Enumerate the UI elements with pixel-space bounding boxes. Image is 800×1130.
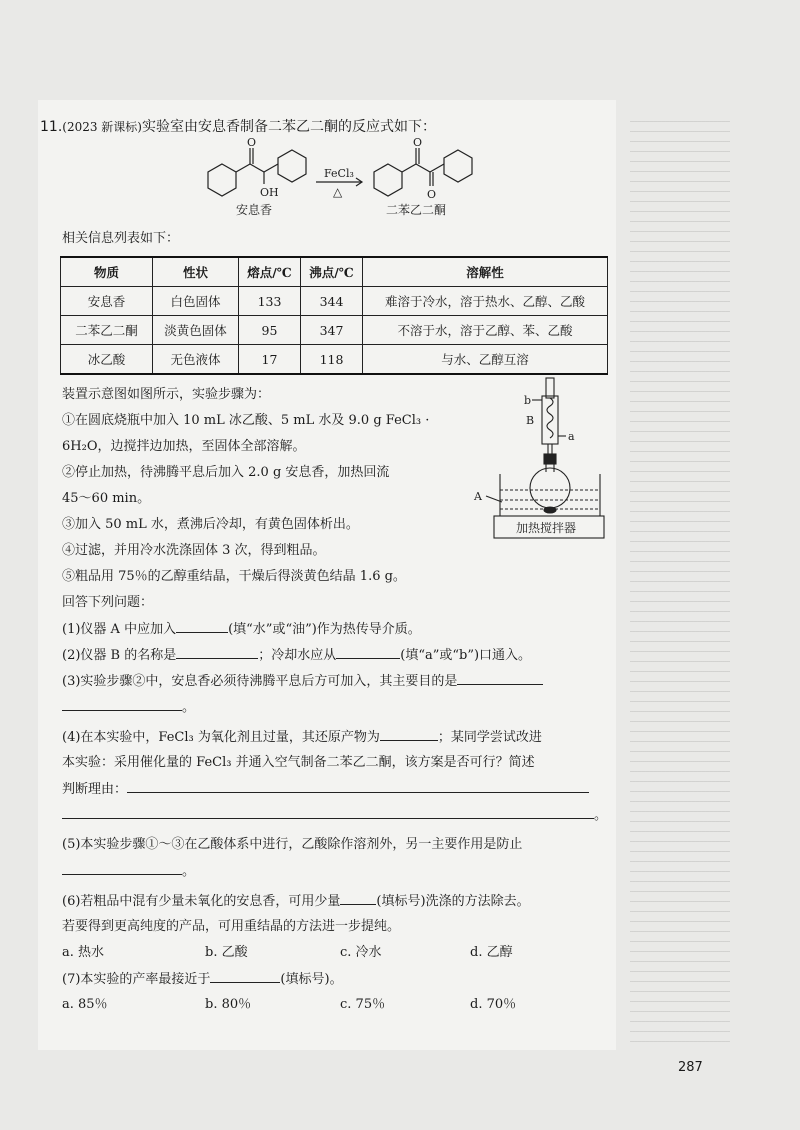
sub-question-5-cont — [62, 862, 195, 881]
q6-option-b: b. 乙酸 — [205, 945, 248, 960]
question-source: (2023 新课标) — [62, 120, 142, 134]
question-header — [40, 118, 436, 136]
question-number: 11. — [40, 119, 63, 135]
cell-boiling-point: 344 — [301, 287, 363, 316]
q6-option-c: c. 冷水 — [340, 945, 382, 960]
answer-blank-q1[interactable] — [176, 620, 228, 633]
answer-blank-q2-inlet[interactable] — [336, 646, 400, 659]
step-2-line1: ②停止加热，待沸腾平息后加入 2.0 g 安息香，加热回流 — [62, 465, 390, 480]
reagent-label: FeCl₃ — [324, 167, 354, 180]
condenser-top — [546, 378, 554, 398]
sub-question-4-reason-cont — [62, 806, 607, 825]
sub-question-3-cont — [62, 698, 195, 717]
q6-option-a: a. 热水 — [62, 945, 105, 960]
stir-bar — [544, 507, 556, 513]
q4-reason-label: 判断理由： — [62, 782, 128, 797]
condenser-B — [542, 396, 558, 444]
header-solubility: 溶解性 — [363, 257, 608, 287]
q5-period: 。 — [182, 864, 196, 879]
q3-period: 。 — [182, 700, 196, 715]
q6-line2: 若要得到更高纯度的产品，可用重结晶的方法进一步提纯。 — [62, 919, 401, 934]
cell-melting-point: 17 — [239, 345, 301, 375]
q4-text-mid: ；某同学尝试改进 — [437, 730, 542, 745]
cell-melting-point: 95 — [239, 316, 301, 345]
label-A: A — [474, 490, 482, 503]
cell-substance: 二苯乙二酮 — [61, 316, 153, 345]
page-number: 287 — [678, 1060, 703, 1075]
properties-table — [60, 256, 608, 375]
cell-appearance: 淡黄色固体 — [153, 316, 239, 345]
sub-question-2 — [62, 646, 531, 665]
product-name: 二苯乙二酮 — [386, 203, 447, 217]
q4-period: 。 — [594, 808, 608, 823]
answer-blank-q3[interactable] — [457, 672, 543, 685]
q6-option-d: d. 乙醇 — [470, 945, 513, 960]
q7-option-b: b. 80％ — [205, 997, 252, 1012]
q2-text-mid: ；冷却水应从 — [258, 648, 337, 663]
sub-question-3 — [62, 672, 543, 691]
q2-text-end: (填“a”或“b”)口通入。 — [400, 648, 532, 663]
answer-blank-q3-cont[interactable] — [62, 698, 182, 711]
q4-text: (4)在本实验中，FeCl₃ 为氧化剂且过量，其还原产物为 — [62, 730, 380, 745]
label-b: b — [524, 394, 532, 407]
answer-blank-q5[interactable] — [62, 862, 182, 875]
cell-melting-point: 133 — [239, 287, 301, 316]
table-header-row — [61, 257, 608, 287]
cell-appearance: 无色液体 — [153, 345, 239, 375]
cell-solubility: 难溶于冷水，溶于热水、乙醇、乙酸 — [363, 287, 608, 316]
label-B: B — [526, 414, 535, 427]
apparatus-diagram — [468, 372, 608, 548]
hydroxyl-label: OH — [260, 186, 279, 199]
step-1-line1: ①在圆底烧瓶中加入 10 mL 冰乙酸、5 mL 水及 9.0 g FeCl₃ · — [62, 413, 430, 428]
table-row — [61, 345, 608, 375]
answer-blank-q4-product[interactable] — [380, 728, 438, 741]
header-melting-point: 熔点/℃ — [239, 257, 301, 287]
heat-symbol: △ — [333, 185, 343, 199]
step-5: ⑤粗品用 75％的乙醇重结晶，干燥后得淡黄色结晶 1.6 g。 — [62, 569, 406, 584]
header-substance: 物质 — [61, 257, 153, 287]
stopper — [544, 454, 556, 464]
sub-question-6 — [62, 892, 530, 911]
cell-boiling-point: 347 — [301, 316, 363, 345]
answer-intro: 回答下列问题： — [62, 595, 154, 610]
table-row — [61, 287, 608, 316]
q7-text-end: (填标号)。 — [280, 972, 343, 987]
q7-option-c: c. 75％ — [340, 997, 386, 1012]
sub-question-4-reason — [62, 780, 589, 799]
table-intro: 相关信息列表如下： — [62, 231, 180, 246]
q7-option-d: d. 70％ — [470, 997, 517, 1012]
oxygen-atom: O — [247, 136, 257, 149]
answer-blank-q2-name[interactable] — [176, 646, 258, 659]
question-stem: 实验室由安息香制备二苯乙二酮的反应式如下： — [141, 119, 436, 135]
q1-text-end: (填“水”或“油”)作为热传导介质。 — [228, 622, 421, 637]
header-boiling-point: 沸点/℃ — [301, 257, 363, 287]
q2-text: (2)仪器 B 的名称是 — [62, 648, 177, 663]
sub-question-5: (5)本实验步骤①～③在乙酸体系中进行，乙酸除作溶剂外，另一主要作用是防止 — [62, 837, 523, 852]
sub-question-4 — [62, 728, 542, 747]
q3-text: (3)实验步骤②中，安息香必须待沸腾平息后方可加入，其主要目的是 — [62, 674, 458, 689]
q7-option-a: a. 85％ — [62, 997, 108, 1012]
oxygen-atom: O — [413, 136, 423, 149]
benzene-ring — [208, 164, 236, 196]
oxygen-atom: O — [427, 188, 437, 201]
reactant-name: 安息香 — [236, 203, 273, 217]
cell-substance: 冰乙酸 — [61, 345, 153, 375]
q4-line2: 本实验：采用催化量的 FeCl₃ 并通入空气制备二苯乙二酮，该方案是否可行？简述 — [62, 755, 535, 770]
round-bottom-flask — [530, 468, 570, 508]
answer-blank-q4-reason-cont[interactable] — [62, 806, 594, 819]
cell-solubility: 不溶于水，溶于乙醇、苯、乙酸 — [363, 316, 608, 345]
header-appearance: 性状 — [153, 257, 239, 287]
answer-blank-q7[interactable] — [210, 970, 280, 983]
benzene-ring — [374, 164, 402, 196]
cell-substance: 安息香 — [61, 287, 153, 316]
margin-ruled-lines — [630, 112, 730, 1042]
sub-question-1 — [62, 620, 421, 639]
sub-question-7 — [62, 970, 343, 989]
step-2-line2: 45～60 min。 — [62, 491, 151, 506]
benzene-ring — [444, 150, 472, 182]
answer-blank-q4-reason[interactable] — [127, 780, 589, 793]
q7-text: (7)本实验的产率最接近于 — [62, 972, 211, 987]
step-3: ③加入 50 mL 水，煮沸后冷却，有黄色固体析出。 — [62, 517, 359, 532]
cell-boiling-point: 118 — [301, 345, 363, 375]
cell-solubility: 与水、乙醇互溶 — [363, 345, 608, 375]
stirrer-label: 加热搅拌器 — [516, 521, 577, 535]
q6-text-end: (填标号)洗涤的方法除去。 — [376, 894, 530, 909]
step-1-line2: 6H₂O，边搅拌边加热，至固体全部溶解。 — [62, 439, 306, 454]
answer-blank-q6[interactable] — [340, 892, 376, 905]
step-4: ④过滤，并用冷水洗涤固体 3 次，得到粗品。 — [62, 543, 326, 558]
steps-intro: 装置示意图如图所示，实验步骤为： — [62, 387, 271, 402]
q1-text: (1)仪器 A 中应加入 — [62, 622, 177, 637]
label-a: a — [568, 430, 575, 443]
cell-appearance: 白色固体 — [153, 287, 239, 316]
table-row — [61, 316, 608, 345]
reaction-scheme — [200, 136, 480, 222]
q6-text: (6)若粗品中混有少量未氧化的安息香，可用少量 — [62, 894, 341, 909]
benzene-ring — [278, 150, 306, 182]
